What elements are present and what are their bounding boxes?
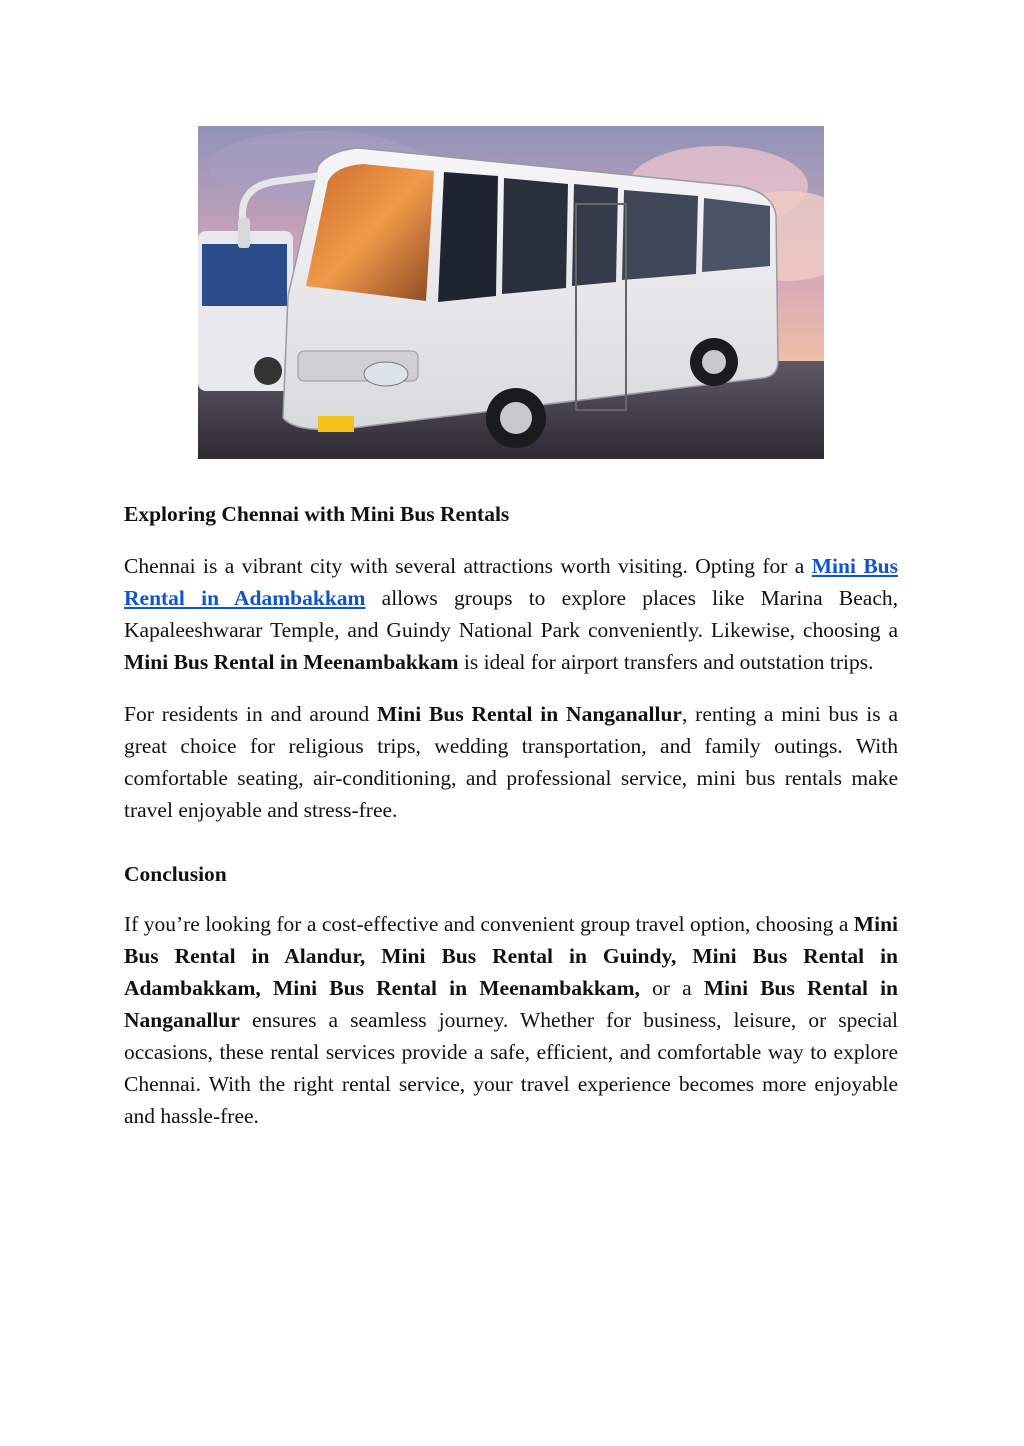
paragraph-residents [124, 698, 898, 826]
paragraph-text: ensures a seamless journey. Whether for business, leisure, or special occasions, these rental services provide a safe, efficient, and comfortable way to explore Chennai. With the right rental service, your travel experience becomes more enjoyable and hassle-free. [124, 1008, 898, 1128]
bold-keyword: Mini Bus Rental in Nanganallur [376, 702, 682, 726]
section-heading-conclusion: Conclusion [124, 862, 227, 886]
paragraph-text: is ideal for airport transfers and outstation trips. [458, 650, 874, 674]
paragraph-text: , renting a mini bus is a great choice for religious trips, wedding transportation, and family outings. With comfortable seating, air-conditioning, and professional service, mini bus rentals make travel enjoyable and stress-free. [124, 702, 898, 822]
paragraph-text: or a [639, 976, 704, 1000]
paragraph-text: If you’re looking for a cost-effective and convenient group travel option, choosing a [124, 912, 854, 936]
section-heading-exploring: Exploring Chennai with Mini Bus Rentals [124, 502, 510, 526]
bold-keyword: Mini Bus Rental in Nanganallur [124, 976, 899, 1032]
paragraph-text: Chennai is a vibrant city with several attractions worth visiting. Opting for a [124, 554, 812, 578]
bold-keyword: Mini Bus Rental in Meenambakkam [124, 650, 459, 674]
article-body [124, 496, 898, 1132]
link-mini-bus-rental-adambakkam[interactable]: Mini Bus Rental in Adambakkam [124, 554, 898, 610]
paragraph-text: allows groups to explore places like Marina Beach, Kapaleeshwarar Temple, and Guindy National Park conveniently. Likewise, choosing a [124, 586, 898, 642]
mini-bus-photo [198, 126, 824, 459]
bold-keyword: Mini Bus Rental in Alandur, Mini Bus Rental in Guindy, Mini Bus Rental in Adambakkam, Mini Bus Rental in Meenambakkam, [124, 912, 898, 1000]
paragraph-text: For residents in and around [124, 702, 377, 726]
paragraph-conclusion [124, 908, 898, 1132]
paragraph-intro [124, 550, 898, 678]
